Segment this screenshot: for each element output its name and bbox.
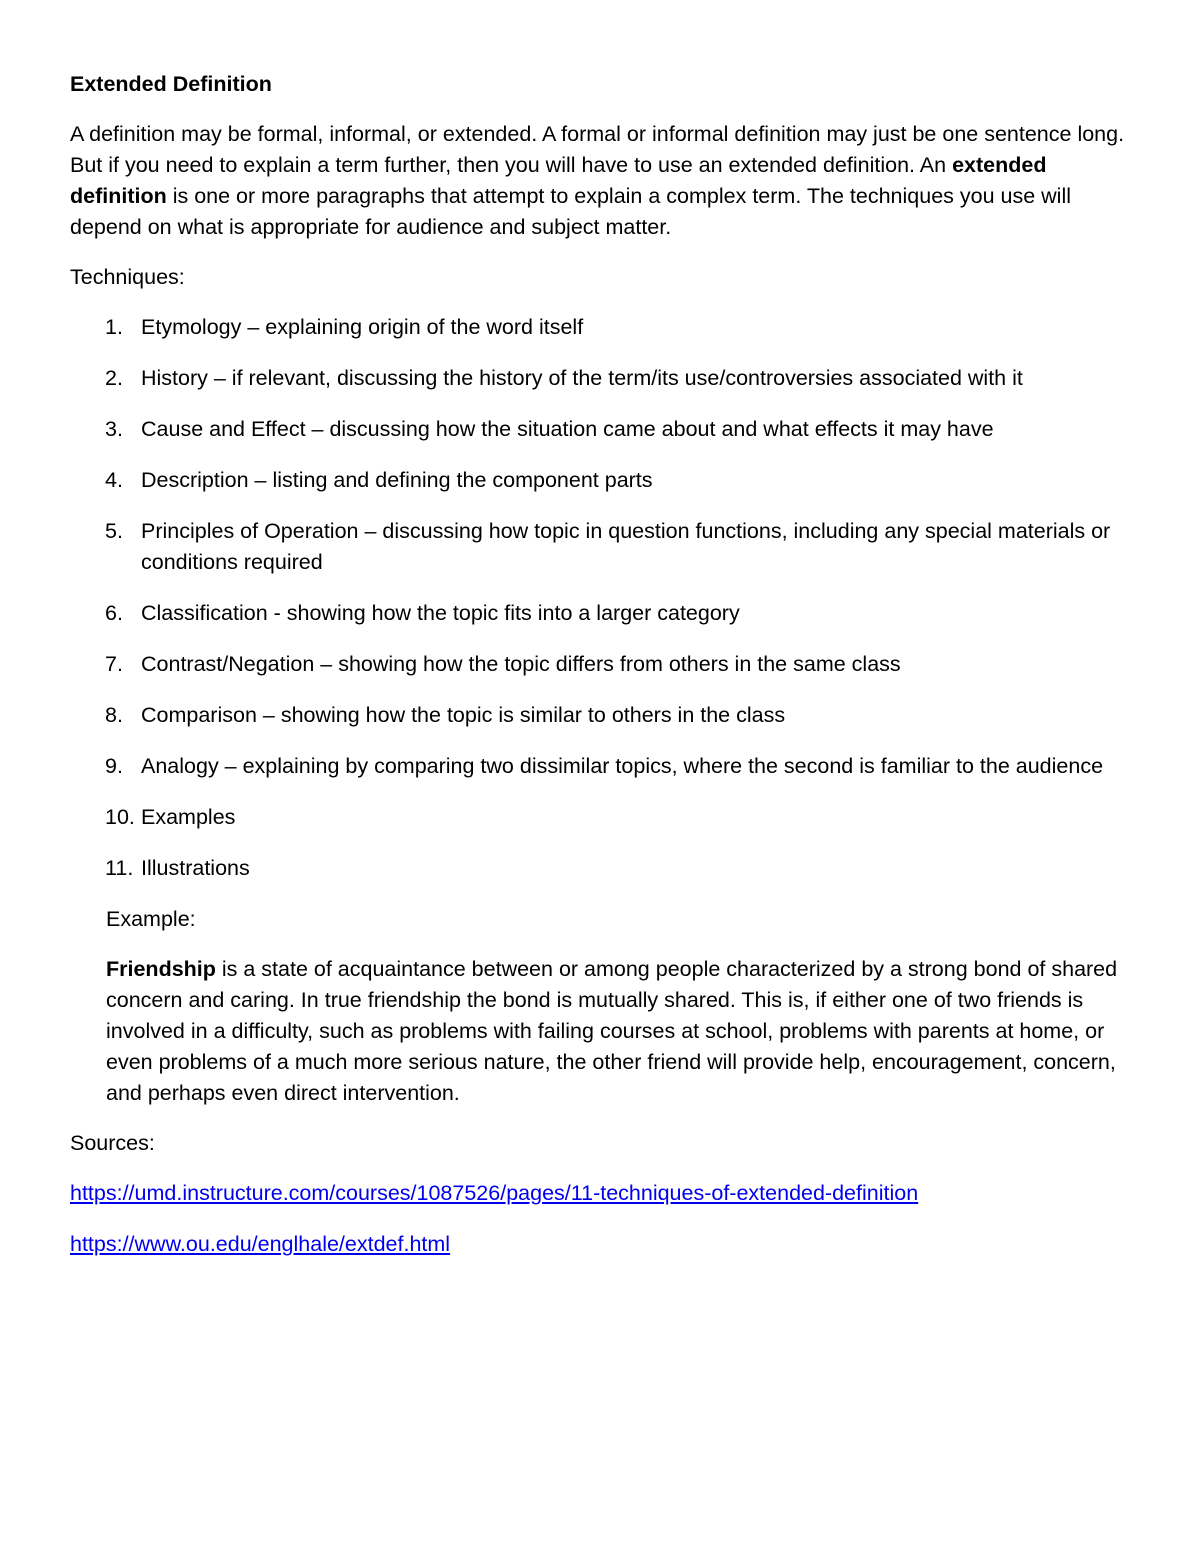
- example-label: Example:: [106, 907, 196, 931]
- intro-paragraph: [70, 119, 1140, 243]
- list-item-text: Classification - showing how the topic fits into a larger category: [141, 601, 740, 625]
- list-item-number: 2.: [105, 366, 123, 390]
- list-item-number: 9.: [105, 754, 123, 778]
- list-item-text: Etymology – explaining origin of the word itself: [141, 315, 584, 339]
- list-item-text: Principles of Operation – discussing how topic in question functions, including any special materials or conditions required: [141, 519, 1111, 574]
- list-item-text: Examples: [141, 805, 236, 829]
- source-link[interactable]: https://www.ou.edu/englhale/extdef.html: [70, 1232, 451, 1256]
- list-item-text: Cause and Effect – discussing how the situation came about and what effects it may have: [141, 417, 994, 441]
- sources-label: Sources:: [70, 1131, 155, 1155]
- list-item-text: History – if relevant, discussing the history of the term/its use/controversies associated with it: [141, 366, 1023, 390]
- techniques-label: Techniques:: [70, 265, 185, 289]
- list-item-number: 5.: [105, 519, 123, 543]
- list-item: [70, 853, 1140, 884]
- list-item: [70, 700, 1140, 731]
- list-item: [70, 598, 1140, 629]
- list-item: [70, 516, 1140, 578]
- source-item: [70, 1178, 1140, 1209]
- list-item-text: Comparison – showing how the topic is similar to others in the class: [141, 703, 786, 727]
- source-link[interactable]: https://umd.instructure.com/courses/1087526/pages/11-techniques-of-extended-definition: [70, 1181, 919, 1205]
- list-item: [70, 751, 1140, 782]
- list-item-text: Description – listing and defining the component parts: [141, 468, 653, 492]
- list-item-number: 11.: [105, 856, 134, 880]
- list-item: [70, 465, 1140, 496]
- list-item: [70, 802, 1140, 833]
- list-item-number: 1.: [105, 315, 123, 339]
- document-content: [70, 69, 1140, 1280]
- example-section: [70, 904, 1140, 1109]
- document-title: Extended Definition: [70, 72, 272, 96]
- list-item: [70, 649, 1140, 680]
- list-item-text: Analogy – explaining by comparing two dissimilar topics, where the second is familiar to the audience: [141, 754, 1104, 778]
- example-bold-term: Friendship: [106, 957, 216, 981]
- list-item-number: 8.: [105, 703, 123, 727]
- list-item-text: Illustrations: [141, 856, 250, 880]
- intro-bold-term: extended definition: [70, 153, 1047, 208]
- example-paragraph: [106, 954, 1140, 1109]
- list-item: [70, 414, 1140, 445]
- list-item-text: Contrast/Negation – showing how the topic differs from others in the same class: [141, 652, 901, 676]
- example-text: is a state of acquaintance between or among people characterized by a strong bond of shared concern and caring. In true friendship the bond is mutually shared. This is, if either one of two friends is involved in a difficulty, such as problems with failing courses at school, problems with parents at home, or even problems of a much more serious nature, the other friend will provide help, encouragement, concern, and perhaps even direct intervention.: [106, 957, 1118, 1105]
- list-item-number: 7.: [105, 652, 123, 676]
- list-item-number: 10.: [105, 805, 135, 829]
- intro-text-start: A definition may be formal, informal, or extended. A formal or informal definition may just be one sentence long. But if you need to explain a term further, then you will have to use an extended definition. An: [70, 122, 1125, 177]
- list-item-number: 4.: [105, 468, 123, 492]
- list-item: [70, 312, 1140, 343]
- list-item-number: 3.: [105, 417, 123, 441]
- list-item-number: 6.: [105, 601, 123, 625]
- techniques-list: [70, 312, 1140, 884]
- intro-text-end: is one or more paragraphs that attempt to explain a complex term. The techniques you use will depend on what is appropriate for audience and subject matter.: [70, 184, 1072, 239]
- list-item: [70, 363, 1140, 394]
- source-item: [70, 1229, 1140, 1260]
